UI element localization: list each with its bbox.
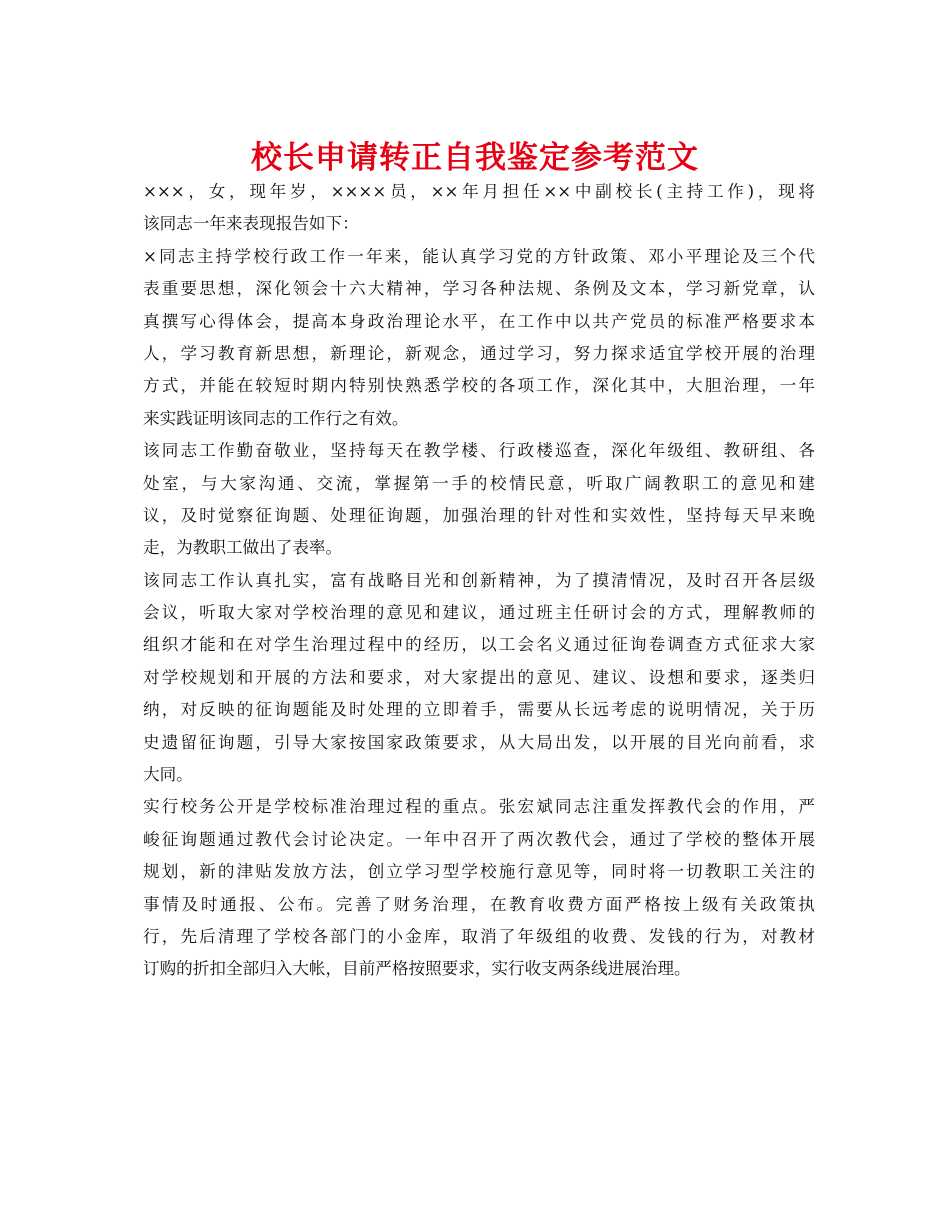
paragraph-4 [143, 565, 815, 792]
text-line: 史遗留征询题，引导大家按国家政策要求，从大局出发，以开展的目光向前看，求 [143, 732, 815, 752]
text-line: 行，先后清理了学校各部门的小金库，取消了年级组的收费、发钱的行为，对教材 [143, 926, 815, 946]
text-line: 真撰写心得体会，提高本身政治理论水平，在工作中以共产党员的标准严格要求本 [143, 311, 815, 331]
text-line: 该同志工作认真扎实，富有战略目光和创新精神，为了摸清情况，及时召开各层级 [143, 570, 815, 590]
text-line: 方式，并能在较短时期内特别快熟悉学校的各项工作，深化其中，大胆治理，一年 [143, 376, 815, 396]
text-line: 纳，对反映的征询题能及时处理的立即着手，需要从长远考虑的说明情况，关于历 [143, 700, 815, 720]
text-line: 订购的折扣全部归入大帐，目前严格按照要求，实行收支两条线进展治理。 [143, 959, 691, 979]
text-line: 实行校务公开是学校标准治理过程的重点。张宏斌同志注重发挥教代会的作用，严 [143, 797, 815, 817]
text-line: 对学校规划和开展的方法和要求，对大家提出的意见、建议、设想和要求，逐类归 [143, 667, 815, 687]
text-line: 表重要思想，深化领会十六大精神，学习各种法规、条例及文本，学习新党章，认 [143, 279, 815, 299]
text-line: 会议，听取大家对学校治理的意见和建议，通过班主任研讨会的方式，理解教师的 [143, 603, 815, 623]
text-line: 该同志工作勤奋敬业，坚持每天在教学楼、行政楼巡查，深化年级组、教研组、各 [143, 441, 815, 461]
text-line: 事情及时通报、公布。完善了财务治理，在教育收费方面严格按上级有关政策执 [143, 894, 815, 914]
paragraph-1 [143, 176, 815, 241]
text-line: ×××，女，现年岁，××××员，××年月担任××中副校长(主持工作)，现将 [143, 182, 815, 201]
paragraph-2 [143, 241, 815, 435]
paragraph-5 [143, 791, 815, 985]
text-line: 峻征询题通过教代会讨论决定。一年中召开了两次教代会，通过了学校的整体开展 [143, 829, 815, 849]
text-line: 人，学习教育新思想，新理论，新观念，通过学习，努力探求适宜学校开展的治理 [143, 343, 815, 363]
text-line: 大同。 [143, 765, 193, 785]
text-line: 议，及时觉察征询题、处理征询题，加强治理的针对性和实效性，坚持每天早来晚 [143, 505, 815, 525]
document-title: 校长申请转正自我鉴定参考范文 [251, 140, 699, 176]
text-line: 组织才能和在对学生治理过程中的经历，以工会名义通过征询卷调查方式征求大家 [143, 635, 815, 655]
text-line: 该同志一年来表现报告如下： [143, 214, 359, 234]
text-line: 来实践证明该同志的工作行之有效。 [143, 408, 409, 428]
paragraph-3 [143, 435, 815, 565]
text-line: ×同志主持学校行政工作一年来，能认真学习党的方针政策、邓小平理论及三个代 [143, 246, 815, 266]
text-line: 规划，新的津贴发放方法，创立学习型学校施行意见等，同时将一切教职工关注的 [143, 862, 815, 882]
text-line: 处室，与大家沟通、交流，掌握第一手的校情民意，听取广阔教职工的意见和建 [143, 473, 815, 493]
document-body [143, 176, 815, 986]
text-line: 走，为教职工做出了表率。 [143, 538, 343, 558]
